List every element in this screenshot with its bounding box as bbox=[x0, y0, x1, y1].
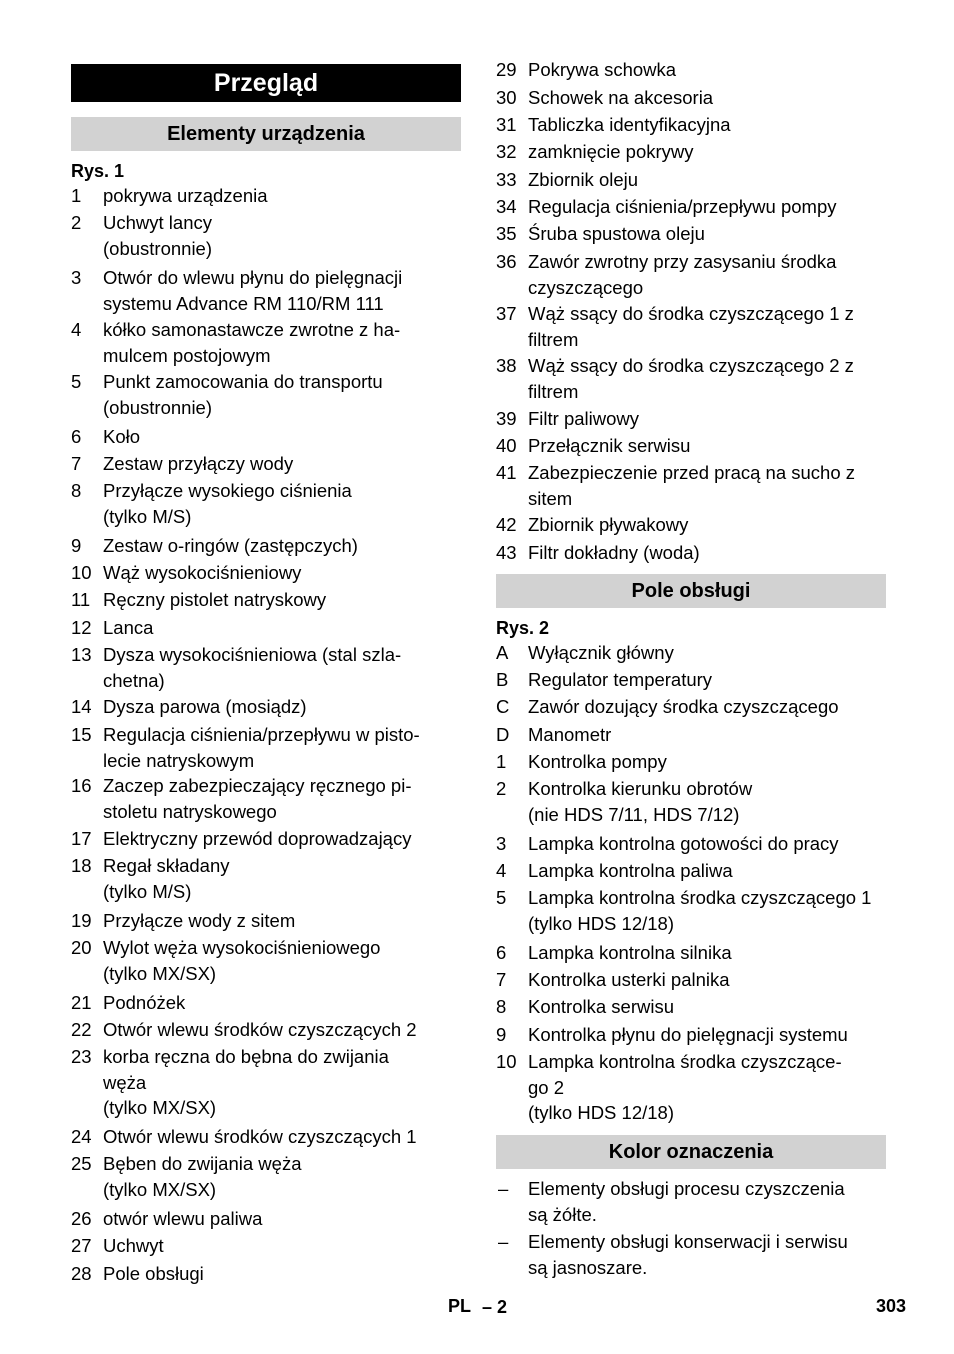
item-text: systemu Advance RM 110/RM 111 bbox=[103, 292, 384, 314]
item-text: zamknięcie pokrywy bbox=[528, 141, 694, 162]
list-item bbox=[496, 1049, 886, 1126]
item-number: 26 bbox=[71, 1208, 92, 1229]
item-number: 5 bbox=[71, 371, 82, 392]
list-item bbox=[496, 512, 886, 538]
list-item bbox=[71, 369, 461, 420]
list-item bbox=[71, 560, 461, 586]
list-item bbox=[71, 853, 461, 904]
item-number: 28 bbox=[71, 1263, 92, 1284]
list-item bbox=[71, 451, 461, 477]
list-item bbox=[496, 85, 886, 111]
item-number: 42 bbox=[496, 514, 517, 535]
list-item bbox=[71, 642, 461, 693]
item-number: 23 bbox=[71, 1046, 92, 1067]
item-text: Regulacja ciśnienia/przepływu w pisto- bbox=[103, 724, 420, 745]
list-item bbox=[496, 139, 886, 165]
item-number: 13 bbox=[71, 644, 92, 665]
item-text: Zestaw przyłączy wody bbox=[103, 453, 294, 474]
list-item bbox=[496, 776, 886, 827]
item-text: Filtr dokładny (woda) bbox=[528, 542, 700, 563]
item-text: (obustronnie) bbox=[103, 396, 213, 418]
item-number: 9 bbox=[496, 1024, 507, 1045]
item-number: 16 bbox=[71, 775, 92, 796]
item-number: 27 bbox=[71, 1235, 92, 1256]
figure-reference: Rys. 1 bbox=[71, 161, 125, 181]
item-text: Otwór wlewu środków czyszczących 2 bbox=[103, 1019, 417, 1040]
list-item bbox=[496, 353, 886, 404]
item-number: 34 bbox=[496, 196, 517, 217]
item-text: (tylko HDS 12/18) bbox=[528, 912, 674, 934]
item-text: Zaczep zabezpieczający ręcznego pi- bbox=[103, 775, 412, 796]
item-text: Bęben do zwijania węża bbox=[103, 1153, 302, 1174]
item-number: A bbox=[496, 642, 509, 663]
item-text: Kontrolka płynu do pielęgnacji systemu bbox=[528, 1024, 848, 1045]
item-number: 41 bbox=[496, 462, 517, 483]
item-text: Uchwyt lancy bbox=[103, 212, 212, 233]
item-text: pokrywa urządzenia bbox=[103, 185, 268, 206]
item-text: Punkt zamocowania do transportu bbox=[103, 371, 383, 392]
item-text: kółko samonastawcze zwrotne z ha- bbox=[103, 319, 401, 340]
item-text: Przełącznik serwisu bbox=[528, 435, 691, 456]
list-item bbox=[71, 1017, 461, 1043]
list-item bbox=[496, 1229, 886, 1280]
item-text: Kontrolka pompy bbox=[528, 751, 667, 772]
item-number: 31 bbox=[496, 114, 517, 135]
item-number: 32 bbox=[496, 141, 517, 162]
item-text: są jasnoszare. bbox=[528, 1256, 648, 1278]
item-number: 2 bbox=[496, 778, 507, 799]
item-text: Kontrolka kierunku obrotów bbox=[528, 778, 753, 799]
item-number: 6 bbox=[496, 942, 507, 963]
item-number: 4 bbox=[496, 860, 507, 881]
list-item bbox=[496, 858, 886, 884]
item-number: 5 bbox=[496, 887, 507, 908]
item-text: Ręczny pistolet natryskowy bbox=[103, 589, 327, 610]
list-item bbox=[71, 265, 461, 316]
item-number: C bbox=[496, 696, 510, 717]
list-item bbox=[71, 1261, 461, 1287]
list-item bbox=[71, 1206, 461, 1232]
item-number: 40 bbox=[496, 435, 517, 456]
item-number: 18 bbox=[71, 855, 92, 876]
list-item bbox=[496, 433, 886, 459]
list-item bbox=[71, 478, 461, 529]
list-item bbox=[496, 406, 886, 432]
list-item bbox=[71, 210, 461, 261]
item-text: Podnóżek bbox=[103, 992, 186, 1013]
footer-local-page: – 2 bbox=[482, 1297, 508, 1317]
item-text: (nie HDS 7/11, HDS 7/12) bbox=[528, 803, 740, 825]
item-text: Filtr paliwowy bbox=[528, 408, 640, 429]
list-item bbox=[496, 167, 886, 193]
item-text: Dysza wysokociśnieniowa (stal szla- bbox=[103, 644, 402, 665]
item-number: 1 bbox=[496, 751, 507, 772]
list-item bbox=[496, 460, 886, 511]
list-item bbox=[496, 1176, 886, 1227]
list-item bbox=[71, 424, 461, 450]
item-text: Lampka kontrolna paliwa bbox=[528, 860, 733, 881]
item-number: 19 bbox=[71, 910, 92, 931]
item-text: Lampka kontrolna gotowości do pracy bbox=[528, 833, 839, 854]
item-text: filtrem bbox=[528, 328, 579, 350]
list-item bbox=[71, 990, 461, 1016]
item-number: 43 bbox=[496, 542, 517, 563]
list-item bbox=[71, 908, 461, 934]
item-number: 37 bbox=[496, 303, 517, 324]
item-text: Wąż ssący do środka czyszczącego 1 z bbox=[528, 303, 854, 324]
list-item bbox=[496, 749, 886, 775]
item-text: czyszczącego bbox=[528, 276, 644, 298]
item-number: 17 bbox=[71, 828, 92, 849]
item-text: lecie natryskowym bbox=[103, 749, 255, 771]
item-number: 22 bbox=[71, 1019, 92, 1040]
item-text: Lampka kontrolna środka czyszczącego 1 bbox=[528, 887, 872, 908]
item-number: – bbox=[498, 1231, 509, 1252]
list-item bbox=[496, 885, 886, 936]
item-text: Otwór do wlewu płynu do pielęgnacji bbox=[103, 267, 403, 288]
item-text: Wylot węża wysokociśnieniowego bbox=[103, 937, 381, 958]
list-item bbox=[496, 57, 886, 83]
item-text: otwór wlewu paliwa bbox=[103, 1208, 263, 1229]
item-number: 9 bbox=[71, 535, 82, 556]
list-item bbox=[71, 1044, 461, 1121]
item-number: 38 bbox=[496, 355, 517, 376]
item-text: (tylko HDS 12/18) bbox=[528, 1102, 674, 1123]
list-item bbox=[496, 722, 886, 748]
item-number: 1 bbox=[71, 185, 82, 206]
item-text: sitem bbox=[528, 487, 573, 509]
item-text: Zbiornik pływakowy bbox=[528, 514, 689, 535]
item-text: filtrem bbox=[528, 380, 579, 402]
item-text: są żółte. bbox=[528, 1203, 597, 1225]
item-text: Pole obsługi bbox=[103, 1263, 204, 1284]
item-number: 30 bbox=[496, 87, 517, 108]
item-text: Regulacja ciśnienia/przepływu pompy bbox=[528, 196, 837, 217]
figure-reference: Rys. 2 bbox=[496, 618, 550, 638]
item-text: Elementy obsługi konserwacji i serwisu bbox=[528, 1231, 848, 1252]
item-number: 33 bbox=[496, 169, 517, 190]
footer-language: PL bbox=[448, 1296, 472, 1316]
item-text: Śruba spustowa oleju bbox=[528, 223, 705, 244]
list-item bbox=[71, 1233, 461, 1259]
item-text: Elementy obsługi procesu czyszczenia bbox=[528, 1178, 845, 1199]
list-item bbox=[496, 831, 886, 857]
section-heading-elements: Elementy urządzenia bbox=[71, 117, 461, 151]
list-item bbox=[496, 994, 886, 1020]
list-item bbox=[71, 587, 461, 613]
item-number: 39 bbox=[496, 408, 517, 429]
item-text: Pokrywa schowka bbox=[528, 59, 677, 80]
item-text: Dysza parowa (mosiądz) bbox=[103, 696, 307, 717]
list-item bbox=[496, 221, 886, 247]
item-text: Schowek na akcesoria bbox=[528, 87, 714, 108]
item-number: 7 bbox=[496, 969, 507, 990]
list-item bbox=[71, 1151, 461, 1202]
item-text: Zabezpieczenie przed pracą na sucho z bbox=[528, 462, 856, 483]
item-text: Zawór dozujący środka czyszczącego bbox=[528, 696, 839, 717]
item-text: Lanca bbox=[103, 617, 154, 638]
item-number: 10 bbox=[496, 1051, 517, 1072]
list-item bbox=[496, 940, 886, 966]
item-text: Kontrolka serwisu bbox=[528, 996, 675, 1017]
list-item bbox=[71, 317, 461, 368]
item-text: (tylko M/S) bbox=[103, 880, 192, 902]
item-text: Elektryczny przewód doprowadzający bbox=[103, 828, 412, 849]
list-item bbox=[71, 773, 461, 824]
item-text: Regulator temperatury bbox=[528, 669, 713, 690]
list-item bbox=[496, 540, 886, 566]
list-item bbox=[496, 112, 886, 138]
item-text: Zbiornik oleju bbox=[528, 169, 639, 190]
item-number: 15 bbox=[71, 724, 92, 745]
item-text: Wąż ssący do środka czyszczącego 2 z bbox=[528, 355, 854, 376]
page-title: Przegląd bbox=[71, 64, 461, 102]
item-text: chetna) bbox=[103, 669, 165, 691]
list-item bbox=[71, 935, 461, 986]
item-text: węża bbox=[103, 1071, 147, 1093]
item-text: (tylko M/S) bbox=[103, 505, 192, 527]
list-item bbox=[496, 694, 886, 720]
item-number: 24 bbox=[71, 1126, 92, 1147]
item-text: stoletu natryskowego bbox=[103, 800, 277, 822]
item-number: 8 bbox=[496, 996, 507, 1017]
item-number: 3 bbox=[71, 267, 82, 288]
list-item bbox=[496, 249, 886, 300]
list-item bbox=[496, 194, 886, 220]
item-number: B bbox=[496, 669, 509, 690]
item-text: go 2 bbox=[528, 1076, 565, 1098]
list-item bbox=[71, 826, 461, 852]
item-text: Przyłącze wysokiego ciśnienia bbox=[103, 480, 352, 501]
item-text: (tylko MX/SX) bbox=[103, 1097, 217, 1118]
item-number: 14 bbox=[71, 696, 92, 717]
item-text: (obustronnie) bbox=[103, 237, 213, 259]
section-heading-panel: Pole obsługi bbox=[496, 574, 886, 608]
list-item bbox=[496, 667, 886, 693]
item-text: Zestaw o-ringów (zastępczych) bbox=[103, 535, 358, 556]
item-number: 35 bbox=[496, 223, 517, 244]
item-number: 8 bbox=[71, 480, 82, 501]
section-heading-colors: Kolor oznaczenia bbox=[496, 1135, 886, 1169]
item-number: 6 bbox=[71, 426, 82, 447]
list-item bbox=[71, 694, 461, 720]
list-item bbox=[71, 722, 461, 773]
item-number: 2 bbox=[71, 212, 82, 233]
item-text: Uchwyt bbox=[103, 1235, 164, 1256]
item-number: 12 bbox=[71, 617, 92, 638]
item-text: Otwór wlewu środków czyszczących 1 bbox=[103, 1126, 417, 1147]
list-item bbox=[71, 533, 461, 559]
list-item bbox=[71, 1124, 461, 1150]
list-item bbox=[71, 183, 461, 209]
list-item bbox=[496, 640, 886, 666]
item-text: Kontrolka usterki palnika bbox=[528, 969, 730, 990]
item-text: mulcem postojowym bbox=[103, 344, 271, 366]
item-number: 29 bbox=[496, 59, 517, 80]
item-text: korba ręczna do bębna do zwijania bbox=[103, 1046, 389, 1067]
item-number: 11 bbox=[71, 589, 91, 610]
item-text: Lampka kontrolna środka czyszczące- bbox=[528, 1051, 842, 1072]
list-item bbox=[496, 1022, 886, 1048]
item-text: Zawór zwrotny przy zasysaniu środka bbox=[528, 251, 837, 272]
item-text: Tabliczka identyfikacyjna bbox=[528, 114, 731, 135]
item-number: 3 bbox=[496, 833, 507, 854]
item-number: 7 bbox=[71, 453, 82, 474]
list-item bbox=[496, 967, 886, 993]
item-number: 20 bbox=[71, 937, 92, 958]
page-number: 303 bbox=[876, 1296, 907, 1316]
item-number: 4 bbox=[71, 319, 82, 340]
item-text: (tylko MX/SX) bbox=[103, 962, 217, 984]
item-text: Regał składany bbox=[103, 855, 230, 876]
item-text: Manometr bbox=[528, 724, 612, 745]
item-text: Wąż wysokociśnieniowy bbox=[103, 562, 302, 583]
item-number: 21 bbox=[71, 992, 92, 1013]
item-text: Lampka kontrolna silnika bbox=[528, 942, 732, 963]
item-text: Koło bbox=[103, 426, 141, 447]
item-number: 25 bbox=[71, 1153, 92, 1174]
item-text: Wyłącznik główny bbox=[528, 642, 674, 663]
item-number: 10 bbox=[71, 562, 92, 583]
item-text: Przyłącze wody z sitem bbox=[103, 910, 296, 931]
list-item bbox=[71, 615, 461, 641]
item-number: D bbox=[496, 724, 510, 745]
item-number: – bbox=[498, 1178, 509, 1199]
item-text: (tylko MX/SX) bbox=[103, 1178, 217, 1200]
item-number: 36 bbox=[496, 251, 517, 272]
list-item bbox=[496, 301, 886, 352]
